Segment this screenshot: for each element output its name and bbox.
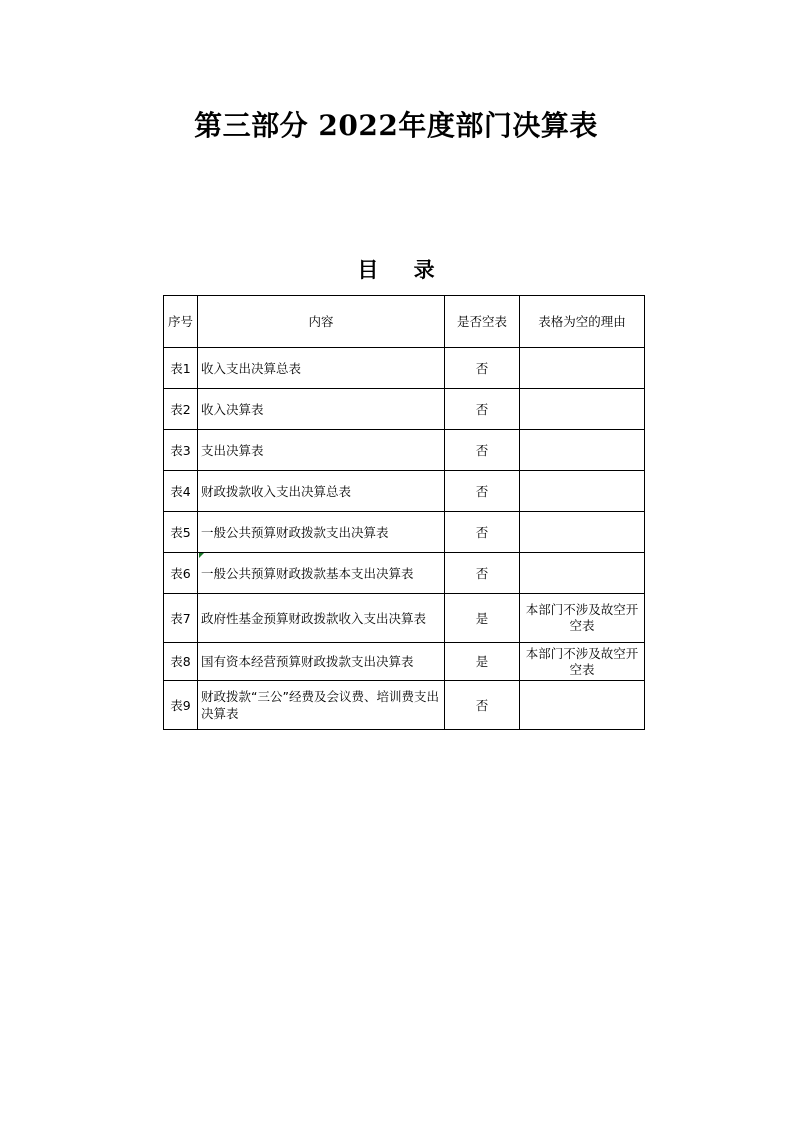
row-content: 收入决算表 — [198, 389, 445, 430]
row-reason: 本部门不涉及故空开空表 — [520, 643, 645, 681]
row-reason — [520, 430, 645, 471]
table-of-contents-heading: 目 录 — [357, 258, 449, 282]
row-empty-flag: 否 — [445, 512, 520, 553]
row-number: 表1 — [164, 348, 198, 389]
row-content: 一般公共预算财政拨款基本支出决算表 — [198, 553, 445, 594]
contents-table — [163, 295, 645, 730]
table-row — [164, 594, 645, 643]
row-reason — [520, 681, 645, 730]
row-number: 表3 — [164, 430, 198, 471]
row-content: 一般公共预算财政拨款支出决算表 — [198, 512, 445, 553]
table-row — [164, 348, 645, 389]
row-number: 表6 — [164, 553, 198, 594]
row-number: 表9 — [164, 681, 198, 730]
table-row — [164, 471, 645, 512]
table-row — [164, 643, 645, 681]
row-empty-flag: 是 — [445, 594, 520, 643]
row-number: 表8 — [164, 643, 198, 681]
table-row — [164, 512, 645, 553]
table-header-row — [164, 296, 645, 348]
row-empty-flag: 否 — [445, 471, 520, 512]
row-content: 财政拨款“三公”经费及会议费、培训费支出决算表 — [198, 681, 445, 730]
page-title: 第三部分 2022年度部门决算表 — [194, 109, 598, 142]
table-row — [164, 430, 645, 471]
row-empty-flag: 否 — [445, 389, 520, 430]
row-content: 收入支出决算总表 — [198, 348, 445, 389]
row-content: 国有资本经营预算财政拨款支出决算表 — [198, 643, 445, 681]
row-content: 政府性基金预算财政拨款收入支出决算表 — [198, 594, 445, 643]
row-empty-flag: 否 — [445, 348, 520, 389]
table-row — [164, 681, 645, 730]
row-empty-flag: 是 — [445, 643, 520, 681]
row-reason: 本部门不涉及故空开空表 — [520, 594, 645, 643]
row-number: 表4 — [164, 471, 198, 512]
row-reason — [520, 348, 645, 389]
table-row — [164, 389, 645, 430]
row-empty-flag: 否 — [445, 681, 520, 730]
table-row — [164, 553, 645, 594]
header-reason: 表格为空的理由 — [520, 296, 645, 348]
row-reason — [520, 553, 645, 594]
cell-comment-marker — [199, 553, 204, 558]
row-content: 支出决算表 — [198, 430, 445, 471]
header-empty: 是否空表 — [445, 296, 520, 348]
row-content: 财政拨款收入支出决算总表 — [198, 471, 445, 512]
row-number: 表7 — [164, 594, 198, 643]
row-empty-flag: 否 — [445, 430, 520, 471]
header-content: 内容 — [198, 296, 445, 348]
row-reason — [520, 471, 645, 512]
row-number: 表5 — [164, 512, 198, 553]
row-reason — [520, 512, 645, 553]
row-empty-flag: 否 — [445, 553, 520, 594]
row-number: 表2 — [164, 389, 198, 430]
header-no: 序号 — [164, 296, 198, 348]
row-reason — [520, 389, 645, 430]
